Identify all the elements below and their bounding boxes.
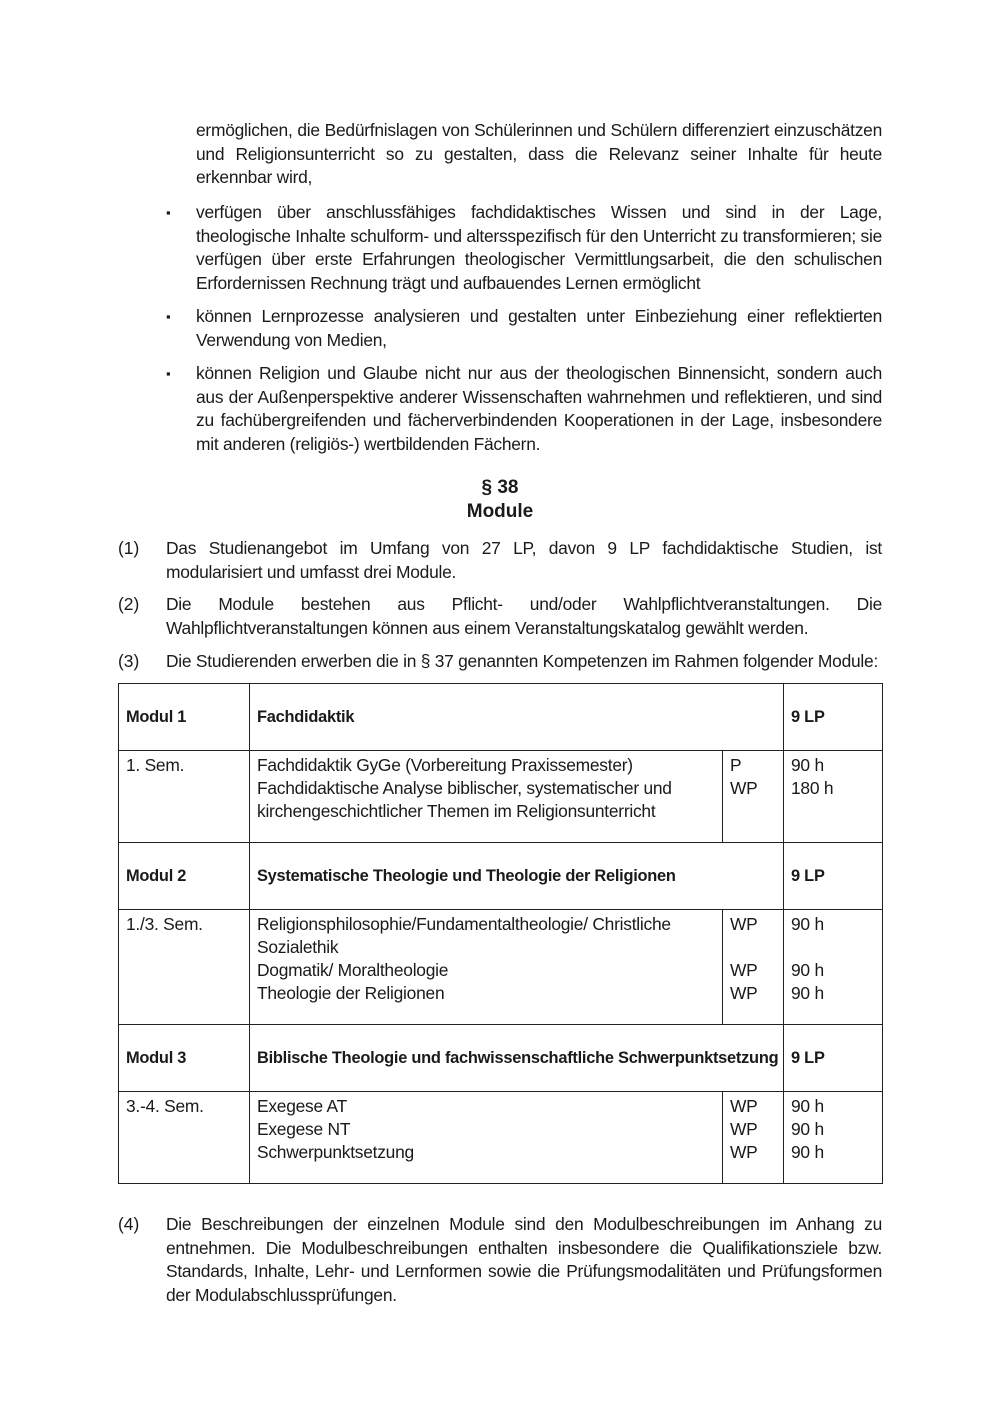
section-title: Module [466,501,534,522]
module-label: Modul 3 [119,1025,250,1092]
course-hours: 90 h [791,755,824,775]
course-name: Fachdidaktische Analyse biblischer, systematischer und [257,778,672,798]
paragraph-number: (4) [118,1214,140,1234]
course-name: Sozialethik [257,937,339,957]
course-name: Exegese AT [257,1096,347,1116]
paragraph-number: (1) [118,538,140,558]
paragraph-text: Die Beschreibungen der einzelnen Module sind den Modulbeschreibungen im Anhang zu entnehmen. Die Modulbeschreibungen enthalten insbesondere die Qualifikationsziele bzw. Standards, Inhalte, Lehr- und Lernformen sowie die Prüfungsmodalitäten und Prüfungsformen der Modulabschlussprüfungen. [166,1214,882,1305]
paragraph-number: (2) [118,594,140,614]
course-name: Fachdidaktik GyGe (Vorbereitung Praxissemester) [257,755,633,775]
course-type: WP [730,778,758,798]
module-semester: 3.-4. Sem. [119,1092,250,1184]
module-table [118,683,883,1184]
course-name: Schwerpunktsetzung [257,1142,414,1162]
spacer [791,936,882,959]
bullet-marker: ▪ [166,366,171,381]
spacer [730,936,783,959]
course-hours: 90 h [791,1096,824,1116]
course-name: Theologie der Religionen [257,983,445,1003]
bullet-item: verfügen über anschlussfähiges fachdidaktisches Wissen und sind in der Lage, theologische Inhalte schulform- und altersspezifisch für den Unterricht zu transformieren; sie verfügen über erste Erfahrungen theologischer Vermittlungsarbeit, die den schulischen Erfordernissen Rechnung trägt und aufbauendes Lernen ermöglicht [196,202,882,293]
module-header-row [119,684,883,751]
course-type: WP [730,1096,758,1116]
paragraph-number: (3) [118,651,140,671]
module-title: Systematische Theologie und Theologie der Religionen [250,843,784,910]
module-semester: 1./3. Sem. [119,910,250,1025]
module-title: Biblische Theologie und fachwissenschaftliche Schwerpunktsetzung [250,1025,784,1092]
module-body-row [119,910,883,1025]
course-type: P [730,755,742,775]
course-name: kirchengeschichtlicher Themen im Religionsunterricht [257,801,656,821]
module-types [723,1092,784,1184]
module-hours [784,1092,883,1184]
module-label: Modul 2 [119,843,250,910]
module-courses [250,910,723,1025]
module-semester: 1. Sem. [119,751,250,843]
course-type: WP [730,960,758,980]
module-types [723,910,784,1025]
course-hours: 180 h [791,778,834,798]
module-types [723,751,784,843]
course-hours: 90 h [791,1119,824,1139]
course-name: Dogmatik/ Moraltheologie [257,960,449,980]
module-lp: 9 LP [784,1025,883,1092]
course-hours: 90 h [791,983,824,1003]
course-type: WP [730,1142,758,1162]
bullet-marker: ▪ [166,205,171,220]
module-lp: 9 LP [784,684,883,751]
module-lp: 9 LP [784,843,883,910]
module-label: Modul 1 [119,684,250,751]
course-type: WP [730,983,758,1003]
course-hours: 90 h [791,914,824,934]
module-header-row [119,1025,883,1092]
bullet-item: können Religion und Glaube nicht nur aus der theologischen Binnensicht, sondern auch aus der Außenperspektive anderer Wissenschaften wahrnehmen und reflektieren, und sind zu fachübergreifenden und fächerverbindenden Kooperationen in der Lage, insbesondere mit anderen (religiös-) wertbildenden Fächern. [196,363,882,454]
paragraph-text: Die Module bestehen aus Pflicht- und/oder Wahlpflichtveranstaltungen. Die Wahlpflichtveranstaltungen können aus einem Veranstaltungskatalog gewählt werden. [166,594,882,638]
bullet-item: können Lernprozesse analysieren und gestalten unter Einbeziehung einer reflektierten Verwendung von Medien, [196,306,882,350]
paragraph-text: Die Studierenden erwerben die in § 37 genannten Kompetenzen im Rahmen folgender Module: [166,651,879,671]
module-courses [250,751,723,843]
module-body-row [119,751,883,843]
module-courses [250,1092,723,1184]
course-type: WP [730,914,758,934]
course-type: WP [730,1119,758,1139]
module-hours [784,751,883,843]
paragraph-text: Das Studienangebot im Umfang von 27 LP, davon 9 LP fachdidaktische Studien, ist modularisiert und umfasst drei Module. [166,538,882,582]
module-title: Fachdidaktik [250,684,784,751]
bullet-marker: ▪ [166,309,171,324]
course-name: Religionsphilosophie/Fundamentaltheologie/ Christliche [257,914,671,934]
course-name: Exegese NT [257,1119,351,1139]
course-hours: 90 h [791,1142,824,1162]
course-hours: 90 h [791,960,824,980]
module-body-row [119,1092,883,1184]
intro-continuation: ermöglichen, die Bedürfnislagen von Schülerinnen und Schülern differenziert einzuschätzen und Religionsunterricht so zu gestalten, dass die Relevanz seiner Inhalte für heute erkennbar wird, [196,120,882,187]
section-number: § 38 [481,477,519,498]
module-header-row [119,843,883,910]
module-hours [784,910,883,1025]
